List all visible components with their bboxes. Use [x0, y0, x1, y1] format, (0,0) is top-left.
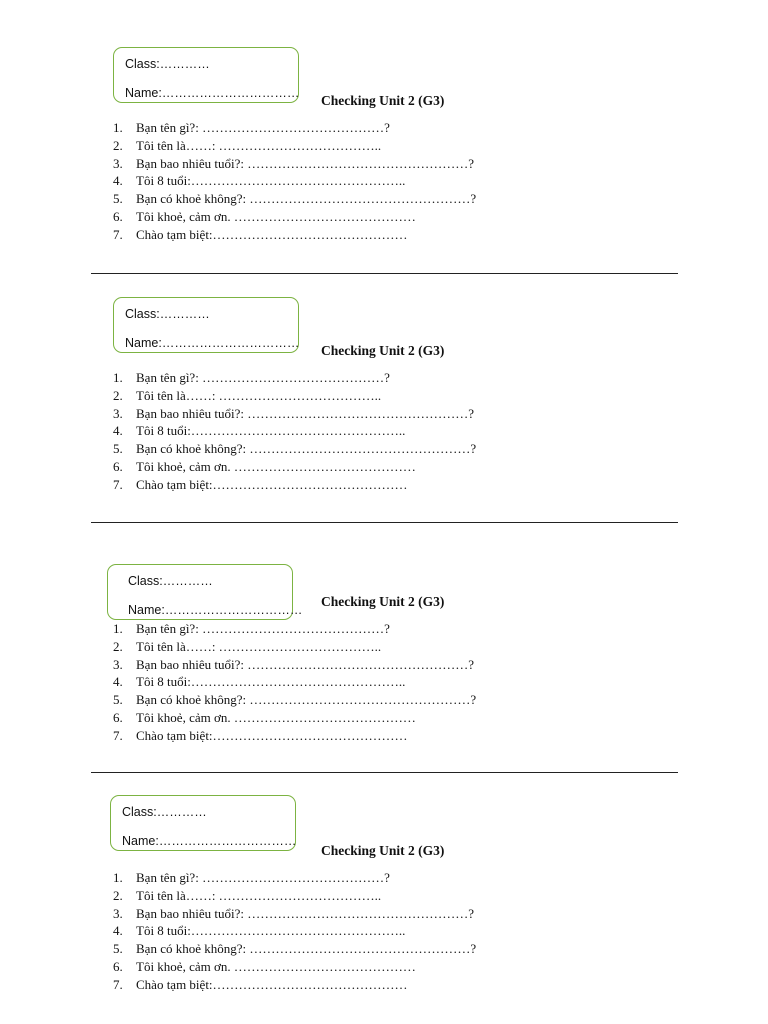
question-item: 6. Tôi khoẻ, cảm ơn. ……………………………………: [113, 458, 416, 474]
section-divider: [91, 772, 678, 773]
question-item: 2. Tôi tên là……: ………………………………..: [113, 638, 382, 654]
question-item: 3. Bạn bao nhiêu tuổi?: ……………………………………………?: [113, 905, 474, 921]
class-field-label: Class:…………: [125, 307, 210, 321]
class-field-label: Class:…………: [128, 574, 213, 588]
question-item: 1. Bạn tên gì?: ……………………………………?: [113, 621, 390, 636]
question-item: 4. Tôi 8 tuổi:…………………………………………..: [113, 173, 406, 189]
worksheet-title: Checking Unit 2 (G3): [321, 843, 445, 858]
question-item: 7. Chào tạm biệt:………………………………………: [113, 476, 408, 492]
question-item: 4. Tôi 8 tuổi:…………………………………………..: [113, 423, 406, 439]
question-item: 1. Bạn tên gì?: ……………………………………?: [113, 870, 390, 885]
name-field-label: Name:……………………………: [128, 603, 303, 617]
question-item: 7. Chào tạm biệt:………………………………………: [113, 727, 408, 743]
question-item: 2. Tôi tên là……: ………………………………..: [113, 137, 382, 153]
question-item: 3. Bạn bao nhiêu tuổi?: ……………………………………………?: [113, 155, 474, 171]
student-info-box: [107, 564, 303, 620]
section-divider: [91, 273, 678, 274]
question-item: 7. Chào tạm biệt:………………………………………: [113, 976, 408, 992]
student-info-box: [110, 795, 296, 851]
class-field-label: Class:…………: [122, 805, 207, 819]
section-divider: [91, 522, 678, 523]
question-item: 5. Bạn có khoẻ không?: ……………………………………………?: [113, 941, 477, 957]
question-item: 5. Bạn có khoẻ không?: ……………………………………………?: [113, 191, 477, 207]
name-field-label: Name:……………………………: [125, 86, 300, 100]
worksheet-title: Checking Unit 2 (G3): [321, 343, 445, 358]
question-list: [113, 869, 476, 994]
question-item: 4. Tôi 8 tuổi:…………………………………………..: [113, 674, 406, 690]
worksheet-title: Checking Unit 2 (G3): [321, 93, 445, 108]
question-item: 4. Tôi 8 tuổi:…………………………………………..: [113, 923, 406, 939]
question-item: 2. Tôi tên là……: ………………………………..: [113, 887, 382, 903]
question-item: 5. Bạn có khoẻ không?: ……………………………………………?: [113, 441, 477, 457]
question-item: 6. Tôi khoẻ, cảm ơn. ……………………………………: [113, 709, 416, 725]
question-item: 3. Bạn bao nhiêu tuổi?: ……………………………………………?: [113, 405, 474, 421]
student-info-box: [113, 297, 299, 353]
question-item: 5. Bạn có khoẻ không?: ……………………………………………?: [113, 692, 477, 708]
question-list: [113, 369, 476, 494]
worksheet-title: Checking Unit 2 (G3): [321, 594, 445, 609]
question-item: 6. Tôi khoẻ, cảm ơn. ……………………………………: [113, 958, 416, 974]
question-item: 7. Chào tạm biệt:………………………………………: [113, 226, 408, 242]
question-item: 1. Bạn tên gì?: ……………………………………?: [113, 120, 390, 135]
question-item: 3. Bạn bao nhiêu tuổi?: ……………………………………………?: [113, 656, 474, 672]
class-field-label: Class:…………: [125, 57, 210, 71]
name-field-label: Name:……………………………: [125, 336, 300, 350]
question-item: 6. Tôi khoẻ, cảm ơn. ……………………………………: [113, 208, 416, 224]
name-field-label: Name:……………………………: [122, 834, 297, 848]
question-item: 2. Tôi tên là……: ………………………………..: [113, 387, 382, 403]
question-item: 1. Bạn tên gì?: ……………………………………?: [113, 370, 390, 385]
question-list: [113, 620, 476, 745]
